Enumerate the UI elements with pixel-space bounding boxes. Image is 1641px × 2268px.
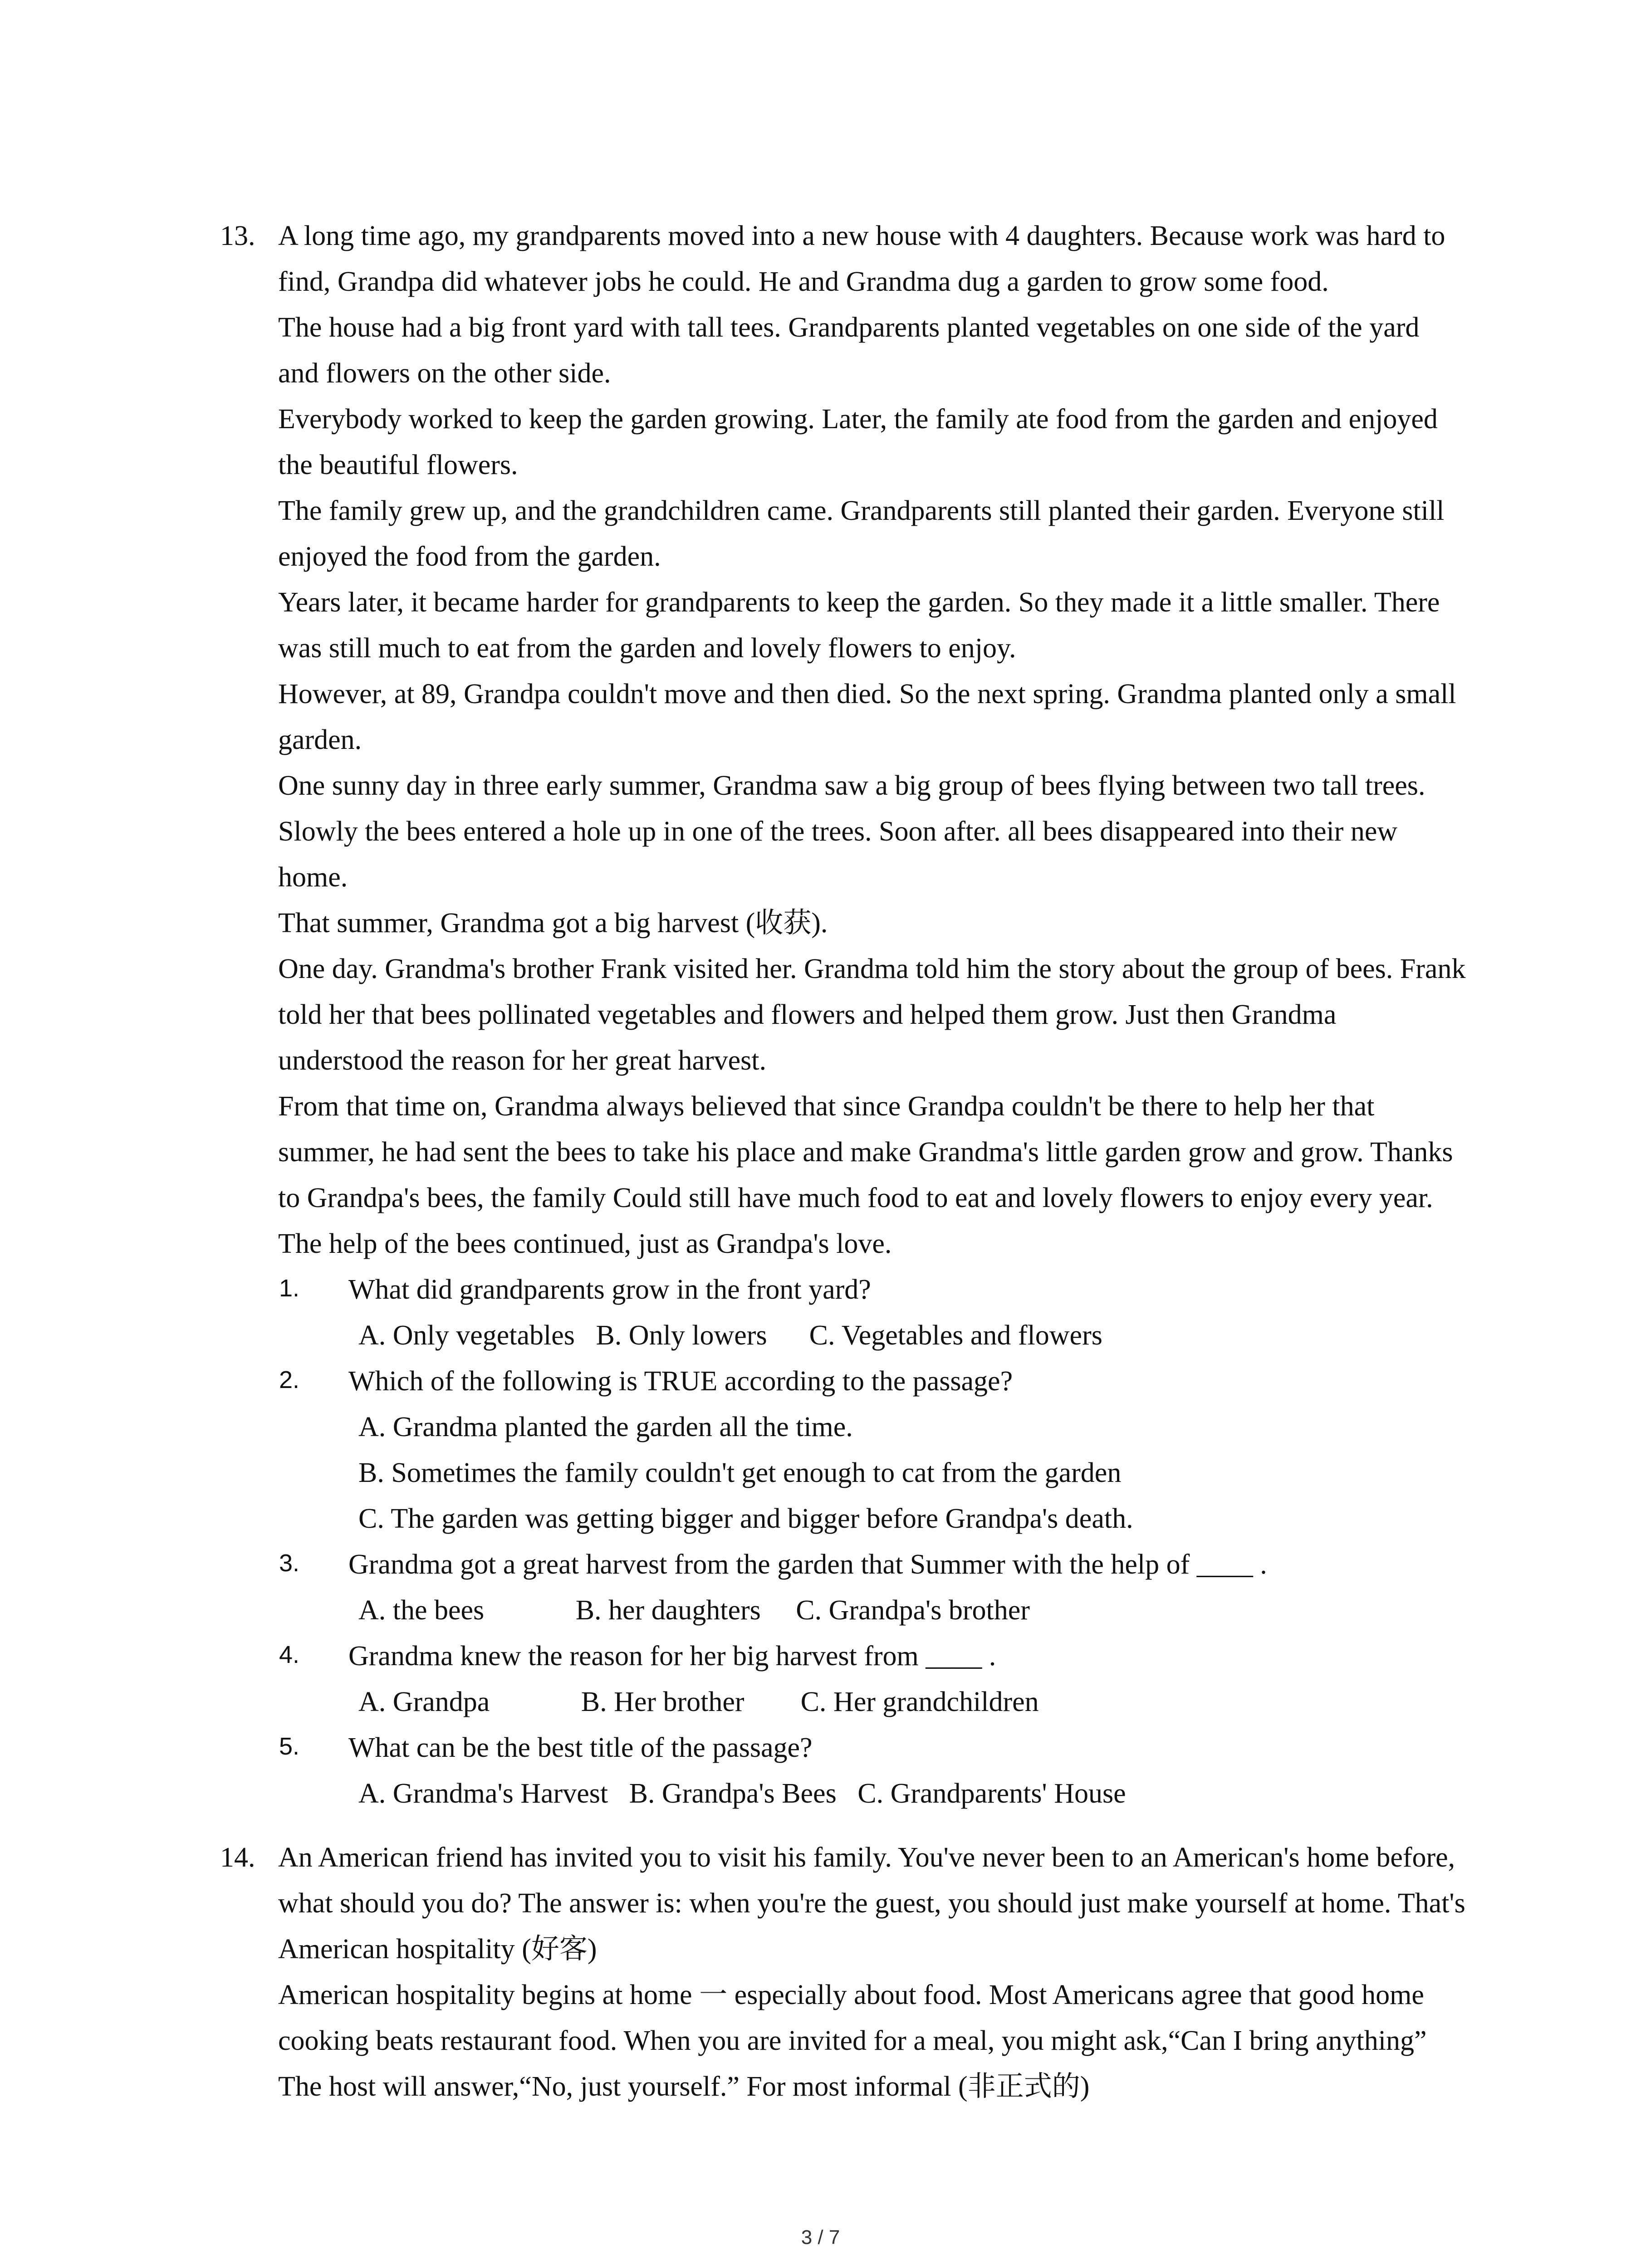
page-content [0, 213, 1641, 2110]
option-a: A. Grandma's Harvest [358, 1778, 608, 1809]
passage-paragraph: A long time ago, my grandparents moved into a new house with 4 daughters. Because work was hard to find, Grandpa did whatever jobs he could. He and Grandma dug a garden to grow some food. [278, 220, 1445, 297]
passage-paragraph: One sunny day in three early summer, Grandma saw a big group of bees flying between two tall trees. Slowly the bees entered a hole up in one of the trees. Soon after. all bees disappeared into their new home. [278, 770, 1425, 893]
answer-options [358, 1588, 1467, 1633]
option-a: A. Grandma planted the garden all the time. [358, 1412, 853, 1442]
answer-options [358, 1771, 1467, 1817]
option-b: B. Sometimes the family couldn't get enough to cat from the garden [358, 1457, 1122, 1488]
sub-question-4 [279, 1633, 1467, 1725]
sub-question-text: Grandma got a great harvest from the garden that Summer with the help of ____ . [348, 1549, 1267, 1580]
passage-paragraph: Years later, it became harder for grandparents to keep the garden. So they made it a little smaller. There was still much to eat from the garden and lovely flowers to enjoy. [278, 587, 1440, 664]
sub-question-number: 1. [279, 1275, 300, 1302]
option-c: C. The garden was getting bigger and bigger before Grandpa's death. [358, 1503, 1133, 1534]
passage-paragraph: The house had a big front yard with tall tees. Grandparents planted vegetables on one side of the yard and flowers on the other side. [278, 312, 1420, 389]
option-b: B. Only lowers [596, 1320, 767, 1351]
sub-question-text: What did grandparents grow in the front yard? [348, 1274, 871, 1305]
sub-question-3 [279, 1542, 1467, 1633]
question-14 [220, 1835, 1467, 2110]
option-a: A. Grandpa [358, 1686, 490, 1717]
sub-question-number: 4. [279, 1641, 300, 1668]
question-13 [220, 213, 1467, 1817]
option-c: C. Grandparents' House [857, 1778, 1126, 1809]
sub-question-text: Which of the following is TRUE according to the passage? [348, 1366, 1013, 1397]
option-a: A. the bees [358, 1595, 485, 1626]
sub-question-text: Grandma knew the reason for her big harvest from ____ . [348, 1641, 996, 1672]
sub-question-number: 2. [279, 1366, 300, 1393]
sub-question-number: 3. [279, 1549, 300, 1577]
sub-question-2 [279, 1359, 1467, 1542]
answer-options [358, 1313, 1467, 1359]
page-number: 3 / 7 [801, 2226, 840, 2248]
passage-paragraph: An American friend has invited you to visit his family. You've never been to an American's home before, what should you do? The answer is: when you're the guest, you should just make yourself at home. That's American hospitality (好客) [278, 1842, 1465, 1965]
sub-question-text: What can be the best title of the passage? [348, 1732, 813, 1763]
sub-question-5 [279, 1725, 1467, 1817]
option-a: A. Only vegetables [358, 1320, 575, 1351]
passage-paragraph: The family grew up, and the grandchildren came. Grandparents still planted their garden. Everyone still enjoyed the food from the garden. [278, 495, 1445, 572]
option-c: C. Her grandchildren [800, 1686, 1039, 1717]
option-b: B. her daughters [575, 1595, 761, 1626]
passage-paragraph: From that time on, Grandma always believed that since Grandpa couldn't be there to help her that summer, he had sent the bees to take his place and make Grandma's little garden grow and grow. Thanks to Grandpa's bees, the family Could still have much food to eat and lovely flowers to enjoy every year. The help of the bees continued, just as Grandpa's love. [278, 1091, 1453, 1259]
passage-paragraph: That summer, Grandma got a big harvest (收获). [278, 908, 828, 938]
question-number: 14. [220, 1842, 255, 1873]
passage-paragraph: However, at 89, Grandpa couldn't move and then died. So the next spring. Grandma planted only a small garden. [278, 679, 1456, 755]
passage-paragraph: Everybody worked to keep the garden growing. Later, the family ate food from the garden and enjoyed the beautiful flowers. [278, 404, 1438, 480]
passage-paragraph: American hospitality begins at home 一 especially about food. Most Americans agree that good home cooking beats restaurant food. When you are invited for a meal, you might ask,“Can I bring anything” The host will answer,“No, just yourself.” For most informal (非正式的) [278, 1980, 1427, 2102]
answer-options [358, 1679, 1467, 1725]
sub-question-1 [279, 1267, 1467, 1359]
option-c: C. Grandpa's brother [796, 1595, 1030, 1626]
option-b: B. Grandpa's Bees [629, 1778, 837, 1809]
option-b: B. Her brother [581, 1686, 745, 1717]
question-number: 13. [220, 220, 255, 251]
sub-question-number: 5. [279, 1733, 300, 1760]
option-c: C. Vegetables and flowers [809, 1320, 1102, 1351]
passage-paragraph: One day. Grandma's brother Frank visited her. Grandma told him the story about the group of bees. Frank told her that bees pollinated vegetables and flowers and helped them grow. Just then Grandma understood the reason for her great harvest. [278, 953, 1466, 1076]
